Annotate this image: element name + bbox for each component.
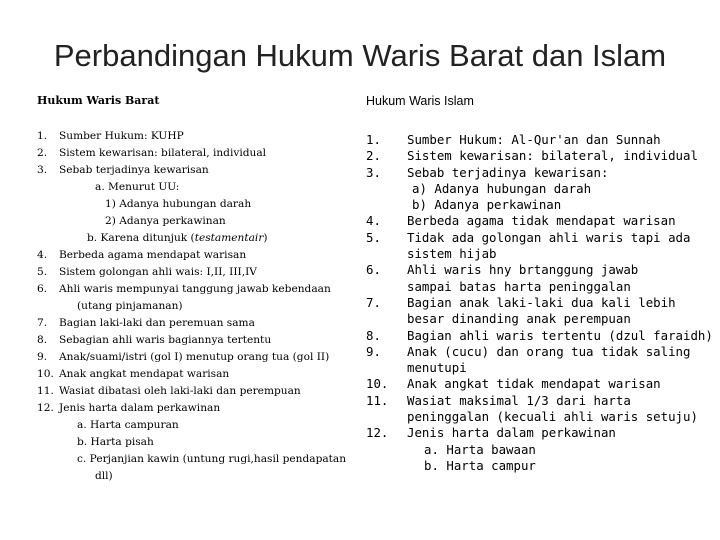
item-number: 10. bbox=[37, 368, 54, 380]
list-item bbox=[37, 349, 357, 366]
item-number: 6. bbox=[37, 283, 48, 295]
item-number: 3. bbox=[37, 164, 48, 176]
list-item bbox=[366, 360, 706, 376]
item-text: Bagian laki-laki dan peremuan sama bbox=[59, 317, 255, 329]
item-text: Sebab terjadinya kewarisan bbox=[59, 164, 209, 176]
list-item bbox=[366, 230, 706, 246]
item-text: Jenis harta dalam perkawinan bbox=[407, 425, 616, 441]
list-item bbox=[366, 165, 706, 181]
list-item bbox=[366, 311, 706, 327]
list-item bbox=[366, 327, 713, 344]
list-item bbox=[366, 425, 706, 441]
list-item bbox=[37, 468, 357, 485]
list-item bbox=[37, 230, 357, 247]
item-text: Sebagian ahli waris bagiannya tertentu bbox=[59, 334, 272, 346]
list-item bbox=[366, 148, 706, 164]
item-text: menutupi bbox=[407, 360, 467, 376]
list-item bbox=[366, 262, 706, 278]
item-text: dll) bbox=[95, 470, 113, 482]
list-item bbox=[37, 213, 357, 230]
list-item bbox=[37, 128, 357, 145]
item-number: 4. bbox=[37, 249, 48, 261]
item-text: a. Harta campuran bbox=[77, 419, 179, 431]
item-number: 1. bbox=[37, 130, 48, 142]
item-text: Sumber Hukum: Al-Qur'an dan Sunnah bbox=[407, 132, 661, 147]
item-number: 5. bbox=[366, 229, 381, 245]
page-title: Perbandingan Hukum Waris Barat dan Islam bbox=[53, 38, 667, 73]
list-item bbox=[366, 376, 706, 392]
item-text: 1) Adanya hubungan darah bbox=[105, 198, 252, 210]
list-item bbox=[37, 366, 357, 383]
item-text: Bagian ahli waris tertentu (dzul faraidh) bbox=[407, 327, 713, 343]
item-number: 12. bbox=[37, 402, 54, 414]
item-text: Anak (cucu) dan orang tua tidak saling bbox=[407, 343, 691, 359]
list-item bbox=[366, 197, 706, 213]
list-item bbox=[37, 451, 357, 468]
list-item bbox=[366, 213, 706, 229]
item-text: Sistem kewarisan: bilateral, individual bbox=[59, 147, 267, 159]
item-text: Jenis harta dalam perkawinan bbox=[59, 402, 221, 414]
item-number: 8. bbox=[37, 334, 48, 346]
item-number: 4. bbox=[366, 213, 381, 229]
list-item bbox=[37, 400, 357, 417]
item-number: 11. bbox=[366, 392, 389, 408]
item-text-italic: testamentair bbox=[194, 232, 264, 244]
list-item bbox=[37, 196, 357, 213]
item-number: 12. bbox=[366, 425, 389, 441]
item-number: 5. bbox=[37, 266, 48, 278]
item-text: (utang pinjamanan) bbox=[77, 300, 183, 312]
item-number: 1. bbox=[366, 132, 381, 147]
item-text: Bagian anak laki-laki dua kali lebih bbox=[407, 294, 676, 310]
item-text: Anak angkat mendapat warisan bbox=[59, 368, 230, 380]
list-item bbox=[37, 332, 357, 349]
list-item bbox=[37, 145, 357, 162]
list-item bbox=[366, 181, 706, 197]
item-text: sampai batas harta peninggalan bbox=[407, 278, 631, 294]
list-item bbox=[37, 281, 357, 298]
item-text: Berbeda agama tidak mendapat warisan bbox=[407, 213, 676, 229]
item-text: Sumber Hukum: KUHP bbox=[59, 130, 184, 142]
list-item bbox=[37, 162, 357, 179]
item-text: besar dinanding anak perempuan bbox=[407, 311, 631, 327]
item-text: Sebab terjadinya kewarisan: bbox=[407, 164, 609, 180]
item-text: peninggalan (kecuali ahli waris setuju) bbox=[407, 409, 698, 425]
item-text: c. Perjanjian kawin (untung rugi,hasil pendapatan bbox=[77, 453, 347, 465]
list-item bbox=[37, 264, 357, 281]
item-number: 2. bbox=[37, 147, 48, 159]
item-number: 2. bbox=[366, 148, 381, 164]
item-text: Wasiat dibatasi oleh laki-laki dan perempuan bbox=[59, 385, 301, 397]
item-number: 8. bbox=[366, 327, 381, 343]
item-text: b) Adanya perkawinan bbox=[412, 197, 562, 213]
list-item bbox=[37, 179, 357, 196]
item-number: 9. bbox=[366, 343, 381, 359]
list-item bbox=[366, 409, 706, 425]
item-number: 9. bbox=[37, 351, 48, 363]
item-text: Sistem kewarisan: bilateral, individual bbox=[407, 148, 698, 164]
list-item bbox=[366, 344, 706, 360]
item-text: Ahli waris hny brtanggung jawab bbox=[407, 262, 639, 278]
right-column-list bbox=[366, 132, 713, 474]
item-text: Sistem golongan ahli wais: I,II, III,IV bbox=[59, 266, 257, 278]
item-text: a. Menurut UU: bbox=[95, 181, 180, 193]
list-item bbox=[366, 393, 706, 409]
list-item bbox=[37, 298, 357, 315]
item-text-part: b. Karena ditunjuk ( bbox=[87, 232, 195, 244]
list-item bbox=[366, 295, 706, 311]
left-column-heading: Hukum Waris Barat bbox=[37, 94, 160, 107]
item-text: Wasiat maksimal 1/3 dari harta bbox=[407, 392, 631, 408]
item-text: Berbeda agama mendapat warisan bbox=[59, 249, 247, 261]
left-column-list bbox=[37, 128, 357, 485]
list-item bbox=[366, 132, 706, 148]
item-text: b. Harta campur bbox=[424, 457, 536, 473]
list-item bbox=[366, 246, 706, 262]
item-number: 10. bbox=[366, 376, 389, 392]
item-text: 2) Adanya perkawinan bbox=[105, 215, 226, 227]
list-item bbox=[37, 434, 357, 451]
list-item bbox=[37, 417, 357, 434]
item-text: a. Harta bawaan bbox=[424, 441, 536, 457]
item-text bbox=[87, 230, 268, 247]
list-item bbox=[366, 279, 706, 295]
item-text: b. Harta pisah bbox=[77, 436, 154, 448]
item-number: 7. bbox=[37, 317, 48, 329]
item-text-part: ) bbox=[263, 232, 268, 244]
list-item bbox=[37, 315, 357, 332]
item-text: Anak/suami/istri (gol I) menutup orang tua (gol II) bbox=[59, 351, 330, 363]
list-item bbox=[366, 458, 706, 474]
item-text: Anak angkat tidak mendapat warisan bbox=[407, 376, 661, 392]
item-number: 11. bbox=[37, 385, 54, 397]
right-column-heading: Hukum Waris Islam bbox=[366, 94, 474, 108]
item-text: a) Adanya hubungan darah bbox=[412, 180, 592, 196]
item-text: Tidak ada golongan ahli waris tapi ada bbox=[407, 229, 691, 245]
item-number: 3. bbox=[366, 164, 381, 180]
item-text: Ahli waris mempunyai tanggung jawab kebendaan bbox=[59, 283, 331, 295]
item-number: 7. bbox=[366, 294, 381, 310]
item-number: 6. bbox=[366, 262, 381, 278]
list-item bbox=[366, 442, 706, 458]
item-text: sistem hijab bbox=[407, 246, 497, 262]
list-item bbox=[37, 383, 357, 400]
list-item bbox=[37, 247, 357, 264]
